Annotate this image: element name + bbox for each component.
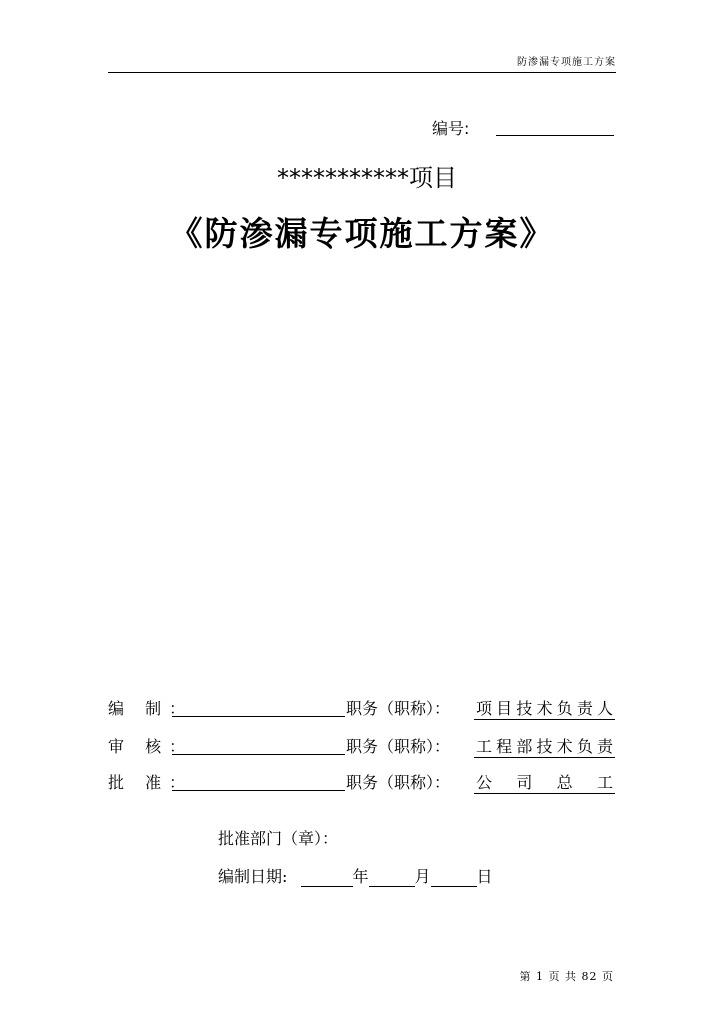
signature-row-approve (108, 770, 616, 798)
role-value: 项目技术负责人 (474, 696, 615, 720)
running-header: 防渗漏专项施工方案 (517, 57, 616, 68)
role-label: 职务（职称）： (346, 737, 451, 756)
year-unit: 年 (352, 867, 369, 886)
signature-blank (172, 716, 345, 717)
month-unit: 月 (414, 867, 431, 886)
doc-number-label: 编号: (432, 119, 470, 138)
date-label: 编制日期: (218, 867, 288, 886)
signature-blank (172, 754, 345, 755)
role-value: 公 司 总 工 (474, 770, 615, 794)
role-label: 职务（职称）： (346, 773, 451, 792)
signature-label: 批 准： (108, 773, 194, 792)
document-title: 《防渗漏专项施工方案》 (169, 214, 555, 253)
signature-blank (172, 790, 345, 791)
doc-number-blank (496, 135, 614, 136)
year-blank (301, 869, 353, 887)
day-blank (431, 869, 477, 887)
signature-label: 审 核： (108, 737, 194, 756)
month-blank (369, 869, 415, 887)
role-value: 工程部技术负责 (474, 734, 615, 758)
header-rule (108, 72, 616, 73)
compile-date (218, 864, 493, 887)
signature-row-compile (108, 696, 616, 724)
signature-label: 编 制： (108, 699, 194, 718)
day-unit: 日 (476, 867, 493, 886)
page-number: 第 1 页 共 82 页 (519, 970, 614, 983)
project-name: ***********项目 (277, 164, 457, 192)
approval-department: 批准部门（章）： (218, 829, 339, 848)
signature-row-review (108, 734, 616, 762)
role-label: 职务（职称）： (346, 699, 451, 718)
